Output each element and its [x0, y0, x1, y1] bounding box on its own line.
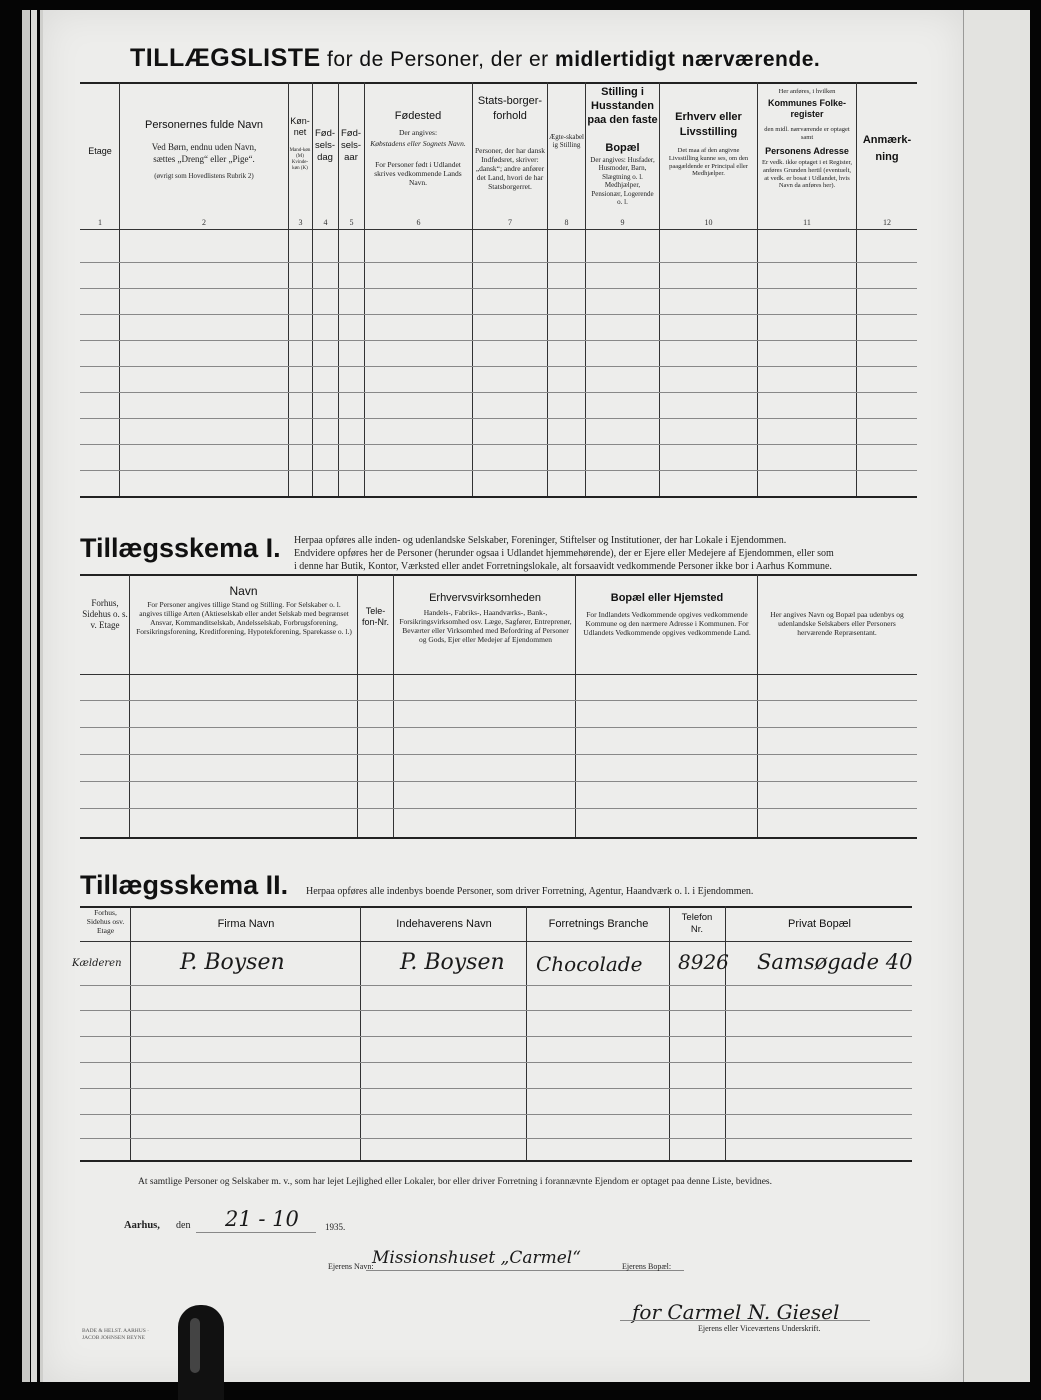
- row-line: [80, 1114, 912, 1115]
- column-divider: [856, 82, 857, 496]
- footer-city: Aarhus,: [124, 1220, 160, 1231]
- col-header-statsborger: Stats-borger-forhold: [477, 95, 543, 123]
- col-header-erhverv: Erhverv eller Livsstilling: [675, 111, 742, 139]
- col-header-kommune: Kommunes Folke-register: [767, 98, 846, 120]
- row-line: [80, 314, 917, 315]
- col-sub-erhverv: Det maa af den angivne Livsstilling kunne ses, om den paagældende er Principal eller Medhjælper.: [668, 147, 749, 178]
- skema1-col-repraesentant: Her angives Navn og Bopæl paa udenbys og udenlandske Selskabers eller Personers herværende Repræsentant.: [770, 610, 904, 637]
- column-divider: [526, 906, 527, 1160]
- column-divider: [757, 574, 758, 837]
- column-divider: [129, 574, 130, 837]
- row-line: [80, 392, 917, 393]
- date-line: [196, 1232, 316, 1233]
- column-divider: [757, 82, 758, 496]
- row-line: [80, 444, 917, 445]
- skema1-intro-1: Herpaa opføres alle inden- og udenlandske Selskaber, Foreninger, Stiftelser og Institutioner, der har Lokale i Ejendommen.: [294, 535, 787, 546]
- col-sub-navn-1: Ved Børn, endnu uden Navn,: [151, 142, 257, 152]
- skema2-col-telefon: Telefon Nr.: [681, 912, 713, 935]
- column-divider: [130, 906, 131, 1160]
- column-divider: [585, 82, 586, 496]
- col-number: 6: [416, 218, 421, 227]
- skema2-intro: Herpaa opføres alle indenbys boende Personer, som driver Forretning, Agentur, Haandværk o. l. i Ejendommen.: [306, 886, 754, 897]
- row-line: [80, 340, 917, 341]
- column-divider: [357, 574, 358, 837]
- col-header-navn: Personernes fulde Navn: [144, 119, 263, 131]
- row-line: [80, 1036, 912, 1037]
- col-sub-stilling: Der angives: Husfader, Husmoder, Barn, Slægtning o. l. Medhjælper, Pensionær, Logerende o. l.: [590, 156, 655, 206]
- row-line: [80, 1062, 912, 1063]
- skema1-bottom-rule: [80, 837, 917, 839]
- column-divider: [725, 906, 726, 1160]
- row-line: [80, 700, 917, 701]
- column-divider: [547, 82, 548, 496]
- row-line: [80, 262, 917, 263]
- skema2-col-bopael: Privat Bopæl: [788, 918, 851, 930]
- footer-date: 21 - 10: [225, 1207, 299, 1231]
- col-header-anmaerkning: Anmærk-ning: [862, 134, 912, 163]
- entry-branche: Chocolade: [536, 952, 643, 976]
- column-divider: [119, 82, 120, 496]
- skema2-col-branche: Forretnings Branche: [548, 918, 649, 930]
- signature-line: [620, 1320, 870, 1321]
- col-number: 11: [803, 218, 811, 227]
- col-number: 4: [323, 218, 328, 227]
- col-number: 3: [298, 218, 303, 227]
- skema1-col-telefon: Tele-fon-Nr.: [361, 606, 389, 628]
- col-header-kon: Køn-net: [290, 116, 310, 138]
- column-divider: [575, 574, 576, 837]
- col-mid-kommune: den midl. nærværende er optaget samt: [764, 126, 850, 141]
- col-sub-adresse: Er vedk. ikke optaget i et Register, anføres Grunden hertil (eventuelt, at vedk. er bosat i Udlandet, hvis Navn da anføres her).: [762, 159, 852, 190]
- col-sub-fodested-3: For Personer født i Udlandet skrives vedkommende Lands Navn.: [374, 160, 462, 187]
- row-line: [80, 366, 917, 367]
- skema1-col-navn-sub: For Personer angives tillige Stand og Stilling. For Selskaber o. l. angives tillige Arten (Aktieselskab eller andet Selskab med begrænset Ansvar, Kommanditselskab, Andelsselskab, Forbrugsforening, Forsikringsforening, Kreditforening, Hypotekforening, Sparekasse o. l.): [136, 600, 352, 636]
- skema2-col-etage: Forhus, Sidehus osv. Etage: [86, 908, 125, 935]
- col-header-fodselsaar: Fød-sels-aar: [340, 128, 362, 163]
- entry-etage: Kælderen: [72, 958, 122, 969]
- col-number: 8: [564, 218, 569, 227]
- table-bottom-rule: [80, 496, 917, 498]
- row-line: [80, 727, 917, 728]
- row-line: [80, 470, 917, 471]
- row-line: [80, 1088, 912, 1089]
- column-divider: [659, 82, 660, 496]
- signature-label: Ejerens eller Viceværtens Underskrift.: [698, 1324, 821, 1333]
- page-title: TILLÆGSLISTE for de Personer, der er midlertidigt nærværende.: [130, 44, 821, 72]
- owner-name-label: Ejerens Navn:: [328, 1262, 374, 1271]
- skema1-col-etage: Forhus, Sidehus o. s. v. Etage: [82, 598, 128, 630]
- footer-statement: At samtlige Personer og Selskaber m. v., som har lejet Lejlighed eller Lokaler, bor eller driver Forretning i forannævnte Ejendom er optaget paa denne Liste, bevidnes.: [138, 1177, 772, 1187]
- row-line: [80, 288, 917, 289]
- column-divider: [360, 906, 361, 1160]
- entry-indehaver: P. Boysen: [400, 950, 505, 975]
- row-line: [80, 754, 917, 755]
- skema1-header-rule: [80, 674, 917, 675]
- table-top-rule: [80, 82, 917, 84]
- row-line: [80, 985, 912, 986]
- skema1-intro-2: Endvidere opføres her de Personer (herunder ogsaa i Udlandet hjemmehørende), der er Ejere eller Medejere af Ejendommen, eller som: [294, 548, 834, 559]
- col-header-bopael: Bopæl: [605, 142, 640, 154]
- skema2-bottom-rule: [80, 1160, 912, 1162]
- row-line: [80, 808, 917, 809]
- col-header-fodselsdag: Fød-sels-dag: [314, 128, 336, 163]
- skema2-title: Tillægsskema II.: [80, 870, 289, 900]
- col-number: 2: [202, 218, 206, 227]
- col-sub-fodested-2: Købstadens eller Sognets Navn.: [370, 139, 466, 148]
- binder-clip-highlight: [190, 1318, 200, 1373]
- column-divider: [472, 82, 473, 496]
- skema1-col-erhverv: Erhvervsvirksomheden: [429, 592, 541, 604]
- owner-name: Missionshuset „Carmel“: [372, 1248, 581, 1268]
- col-sub-statsborger: Personer, der har dansk Indfødsret, skriver: „dansk“; andre anfører det Land, hvori de har Statsborgerret.: [474, 146, 546, 191]
- col-header-adresse: Personens Adresse: [765, 146, 849, 156]
- row-line: [80, 1138, 912, 1139]
- col-sub-fodested-1: Der angives:: [398, 128, 438, 137]
- column-divider: [364, 82, 365, 496]
- col-number: 9: [620, 218, 625, 227]
- entry-bopael: Samsøgade 40: [757, 950, 913, 974]
- skema1-col-bopael-sub: For Indlandets Vedkommende opgives vedkommende Kommune og den nærmere Adresse i Kommunen. For Udlandets Vedkommende opgives vedkommende Land.: [583, 610, 751, 637]
- col-pre-kommune: Her anføres, i hvilken: [778, 88, 836, 95]
- col-number: 5: [349, 218, 354, 227]
- page-edge: [22, 10, 30, 1382]
- col-number: 7: [508, 218, 512, 227]
- skema1-col-bopael: Bopæl eller Hjemsted: [610, 592, 724, 604]
- row-line: [80, 418, 917, 419]
- col-header-etage: Etage: [88, 146, 112, 156]
- skema1-intro-3: i denne har Butik, Kontor, Værksted eller andet Forretningslokale, alt forsaavidt vedkommende Personer ikke bor i Aarhus Kommune.: [294, 561, 832, 572]
- page-edge: [31, 10, 37, 1382]
- skema2-col-firma: Firma Navn: [217, 918, 275, 930]
- skema2-top-rule: [80, 906, 912, 908]
- col-header-aegteskab: Ægte-skabelig Stilling: [549, 133, 584, 150]
- owner-address-label: Ejerens Bopæl:: [622, 1262, 672, 1271]
- col-number: 12: [883, 218, 891, 227]
- skema2-col-indehaver: Indehaverens Navn: [396, 918, 492, 930]
- entry-telefon: 8926: [678, 950, 729, 974]
- col-header-stilling: Stilling i Husstanden paa den faste: [587, 86, 658, 126]
- column-divider: [393, 574, 394, 837]
- row-line: [80, 1010, 912, 1011]
- footer-year: 1935.: [325, 1222, 346, 1232]
- row-line: [80, 781, 917, 782]
- footer-den: den: [176, 1220, 191, 1231]
- printer-mark: BADE & HELST. AARHUS · JACOB JOHNSEN BEYNE: [82, 1328, 149, 1342]
- col-number: 1: [98, 218, 102, 227]
- skema1-col-erhverv-sub: Handels-, Fabriks-, Haandværks-, Bank-, Forsikringsvirksomhed osv. Læge, Sagfører, Entreprenør, Beværter eller Virksomhed med Befordring af Personer og Gods, Ejer eller Medejer af Ejendommen: [399, 608, 572, 644]
- header-bottom-rule: [80, 229, 917, 230]
- col-sub-navn-2: sættes „Dreng“ eller „Pige“.: [153, 154, 255, 164]
- adjacent-page: [962, 10, 1030, 1382]
- col-sub-kon: Mand-køn (M) Kvinde-køn (K): [289, 148, 311, 171]
- skema1-col-navn: Navn: [229, 584, 258, 598]
- col-number: 10: [704, 218, 713, 227]
- skema1-title: Tillægsskema I.: [80, 533, 281, 563]
- binder-clip: [178, 1305, 224, 1400]
- col-sub-navn-3: (øvrigt som Hovedlistens Rubrik 2): [154, 172, 254, 180]
- column-divider: [669, 906, 670, 1160]
- column-divider: [288, 82, 289, 496]
- col-header-fodested: Fødested: [394, 110, 442, 122]
- signature: for Carmel N. Giesel: [632, 1300, 840, 1324]
- entry-firma: P. Boysen: [180, 950, 285, 975]
- skema1-top-rule: [80, 574, 917, 576]
- skema2-header-rule: [80, 941, 912, 942]
